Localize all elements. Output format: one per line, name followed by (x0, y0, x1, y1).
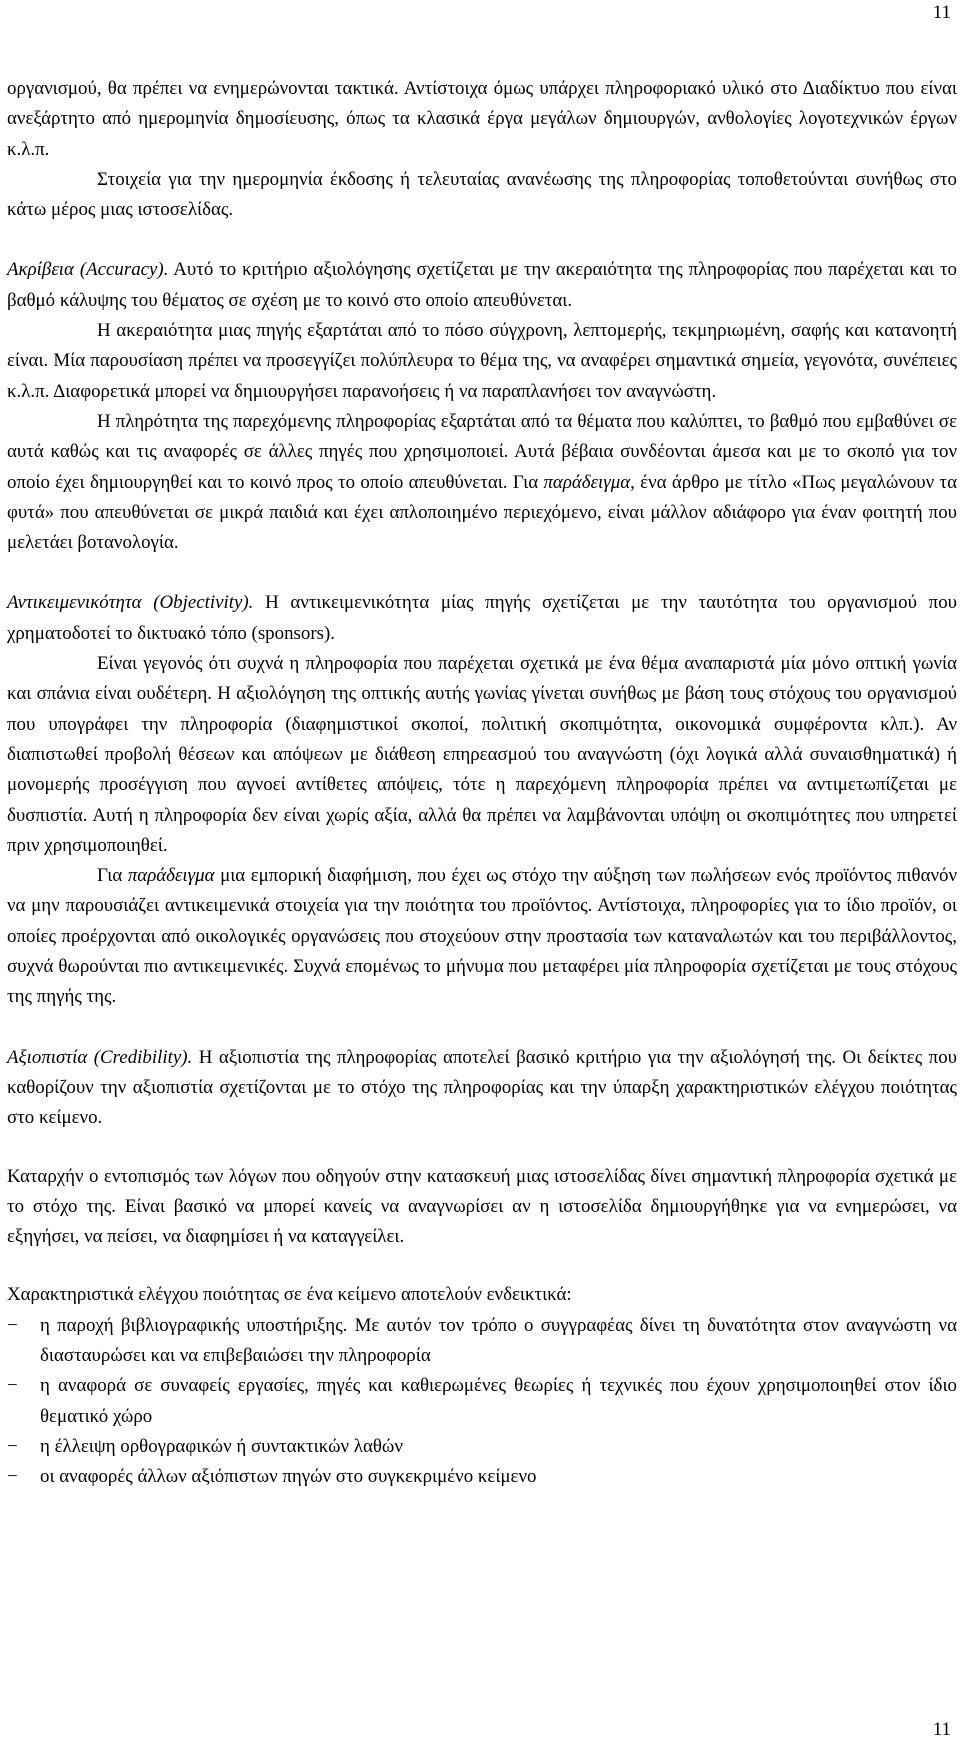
dash-bullet-icon: − (7, 1466, 18, 1488)
page-number-top: 11 (932, 2, 951, 23)
paragraph: Καταρχήν ο εντοπισμός των λόγων που οδηγούν στην κατασκευή μιας ιστοσελίδας δίνει σημαντική πληροφορία σχετικά με το στόχο της. Είναι βασικό να μπορεί κανείς να αναγνωρίσει αν η ιστοσελίδα δημιουργήθηκε για να ενημερώσει, να εξηγήσει, να πείσει, να διαφημίσει ή να καταγγείλει. (7, 1165, 957, 1248)
list-item: − η έλλειψη ορθογραφικών ή συντακτικών λαθών (7, 1432, 957, 1462)
credibility-section (7, 1043, 957, 1134)
page-number-bottom: 11 (932, 1719, 951, 1740)
paragraph: Στοιχεία για την ημερομηνία έκδοσης ή τελευταίας ανανέωσης της πληροφορίας τοποθετούνται συνήθως στο κάτω μέρος μιας ιστοσελίδας. (7, 168, 957, 221)
dash-bullet-icon: − (7, 1375, 18, 1397)
objectivity-section (7, 588, 957, 649)
section-term-objectivity: Αντικειμενικότητα (Objectivity). (7, 592, 254, 614)
paragraph: Η πληρότητα της παρεχόμενης πληροφορίας εξαρτάται από τα θέματα που καλύπτει, το βαθμό που εμβαθύνει σε αυτά καθώς και τις αναφορές σε άλλες πηγές που χρησιμοποιεί. Αυτά βέβαια συνδέονται άμεσα και με το σκοπό για τον οποίο έχει δημιουργηθεί και το κοινό προς το οποίο απευθύνεται. Για παράδειγμα, ένα άρθρο με τίτλο «Πως μεγαλώνουν τα φυτά» που απευθύνεται σε μικρά παιδιά και έχει απλοποιημένο περιεχόμενο, είναι μάλλον αδιάφορο για έναν φοιτητή που μελετάει βοτανολογία. (7, 410, 957, 554)
section-text: Αυτό το κριτήριο αξιολόγησης σχετίζεται με την ακεραιότητα της πληροφορίας που παρέχεται και το βαθμό κάλυψης του θέματος σε σχέση με το κοινό στο οποίο απευθύνεται. (7, 259, 957, 311)
example-word: παράδειγμα (543, 471, 631, 493)
paragraph: Χαρακτηριστικά ελέγχου ποιότητας σε ένα κείμενο αποτελούν ενδεικτικά: (7, 1284, 572, 1306)
paragraph: Η ακεραιότητα μιας πηγής εξαρτάται από το πόσο σύγχρονη, λεπτομερής, τεκμηριωμένη, σαφής και κατανοητή είναι. Μία παρουσίαση πρέπει να προσεγγίζει πολύπλευρα το θέμα της, να αναφέρει σημαντικά σημεία, γεγονότα, συνέπειες κ.λ.π. Διαφορετικά μπορεί να δημιουργήσει παρανοήσεις ή να παραπλανήσει τον αναγνώστη. (7, 320, 957, 402)
dash-bullet-icon: − (7, 1435, 18, 1457)
list-item: − οι αναφορές άλλων αξιόπιστων πηγών στο συγκεκριμένο κείμενο (7, 1462, 957, 1492)
section-term-accuracy: Ακρίβεια (Accuracy). (7, 259, 169, 281)
accuracy-section (7, 255, 957, 316)
quality-criteria-list (7, 1311, 957, 1493)
paragraph: Είναι γεγονός ότι συχνά η πληροφορία που παρέχεται σχετικά με ένα θέμα αναπαριστά μία μόνο οπτική γωνία και σπάνια είναι ουδέτερη. Η αξιολόγηση της οπτικής αυτής γωνίας γίνεται συνήθως με βάση τους στόχους του οργανισμού που υπογράφει την πληροφορία (διαφημιστικοί σκοποί, πολιτική σκοπιμότητα, οικονομικά συμφέροντα κλπ.). Αν διαπιστωθεί προβολή θέσεων και απόψεων με διάθεση επηρεασμού του αναγνώστη (όχι λογικά αλλά συναισθηματικά) ή μονομερής προσέγγιση που αγνοεί αντίθετες απόψεις, τότε η παρεχόμενη πληροφορία πρέπει να αντιμετωπίζεται με δυσπιστία. Αυτή η πληροφορία δεν είναι χωρίς αξία, αλλά θα πρέπει να λαμβάνονται υπόψη οι σκοπιμότητες που υπηρετεί πριν χρησιμοποιηθεί. (7, 653, 957, 856)
dash-bullet-icon: − (7, 1314, 18, 1336)
paragraph: οργανισμού, θα πρέπει να ενημερώνονται τακτικά. Αντίστοιχα όμως υπάρχει πληροφοριακό υλικό στο Διαδίκτυο που είναι ανεξάρτητο από ημερομηνία δημοσίευσης, όπως τα κλασικά έργα μεγάλων δημιουργών, ανθολογίες λογοτεχνικών έργων κ.λ.π. (7, 78, 957, 160)
list-item: − η παροχή βιβλιογραφικής υποστήριξης. Με αυτόν τον τρόπο ο συγγραφέας δίνει τη δυνατότητα στον αναγνώστη να διασταυρώσει και να επιβεβαιώσει την πληροφορία (7, 1311, 957, 1372)
document-body (7, 74, 957, 1492)
section-text: Η αντικειμενικότητα μίας πηγής σχετίζεται με την ταυτότητα του οργανισμού που χρηματοδοτεί το δικτυακό τόπο (sponsors). (7, 592, 957, 644)
paragraph: Για παράδειγμα μια εμπορική διαφήμιση, που έχει ως στόχο την αύξηση των πωλήσεων ενός προϊόντος πιθανόν να μην παρουσιάζει αντικειμενικά στοιχεία για την ποιότητα του προϊόντος. Αντίστοιχα, πληροφορίες για το ίδιο προϊόν, οι οποίες προέρχονται από οικολογικές οργανώσεις που στοχεύουν στην προστασία των καταναλωτών και του περιβάλλοντος, συχνά θωρούνται πιο αντικειμενικές. Συχνά επομένως το μήνυμα που μεταφέρει μία πληροφορία σχετίζεται με τους στόχους της πηγής της. (7, 865, 957, 1008)
section-term-credibility: Αξιοπιστία (Credibility). (7, 1046, 193, 1068)
example-word: παράδειγμα (127, 865, 215, 887)
list-item: − η αναφορά σε συναφείς εργασίες, πηγές και καθιερωμένες θεωρίες ή τεχνικές που έχουν χρησιμοποιηθεί στον ίδιο θεματικό χώρο (7, 1371, 957, 1432)
section-text: Η αξιοπιστία της πληροφορίας αποτελεί βασικό κριτήριο για την αξιολόγησή της. Οι δείκτες που καθορίζουν την αξιοπιστία σχετίζονται με το στόχο της πληροφορίας και την ύπαρξη χαρακτηριστικών ελέγχου ποιότητας στο κείμενο. (7, 1046, 957, 1129)
